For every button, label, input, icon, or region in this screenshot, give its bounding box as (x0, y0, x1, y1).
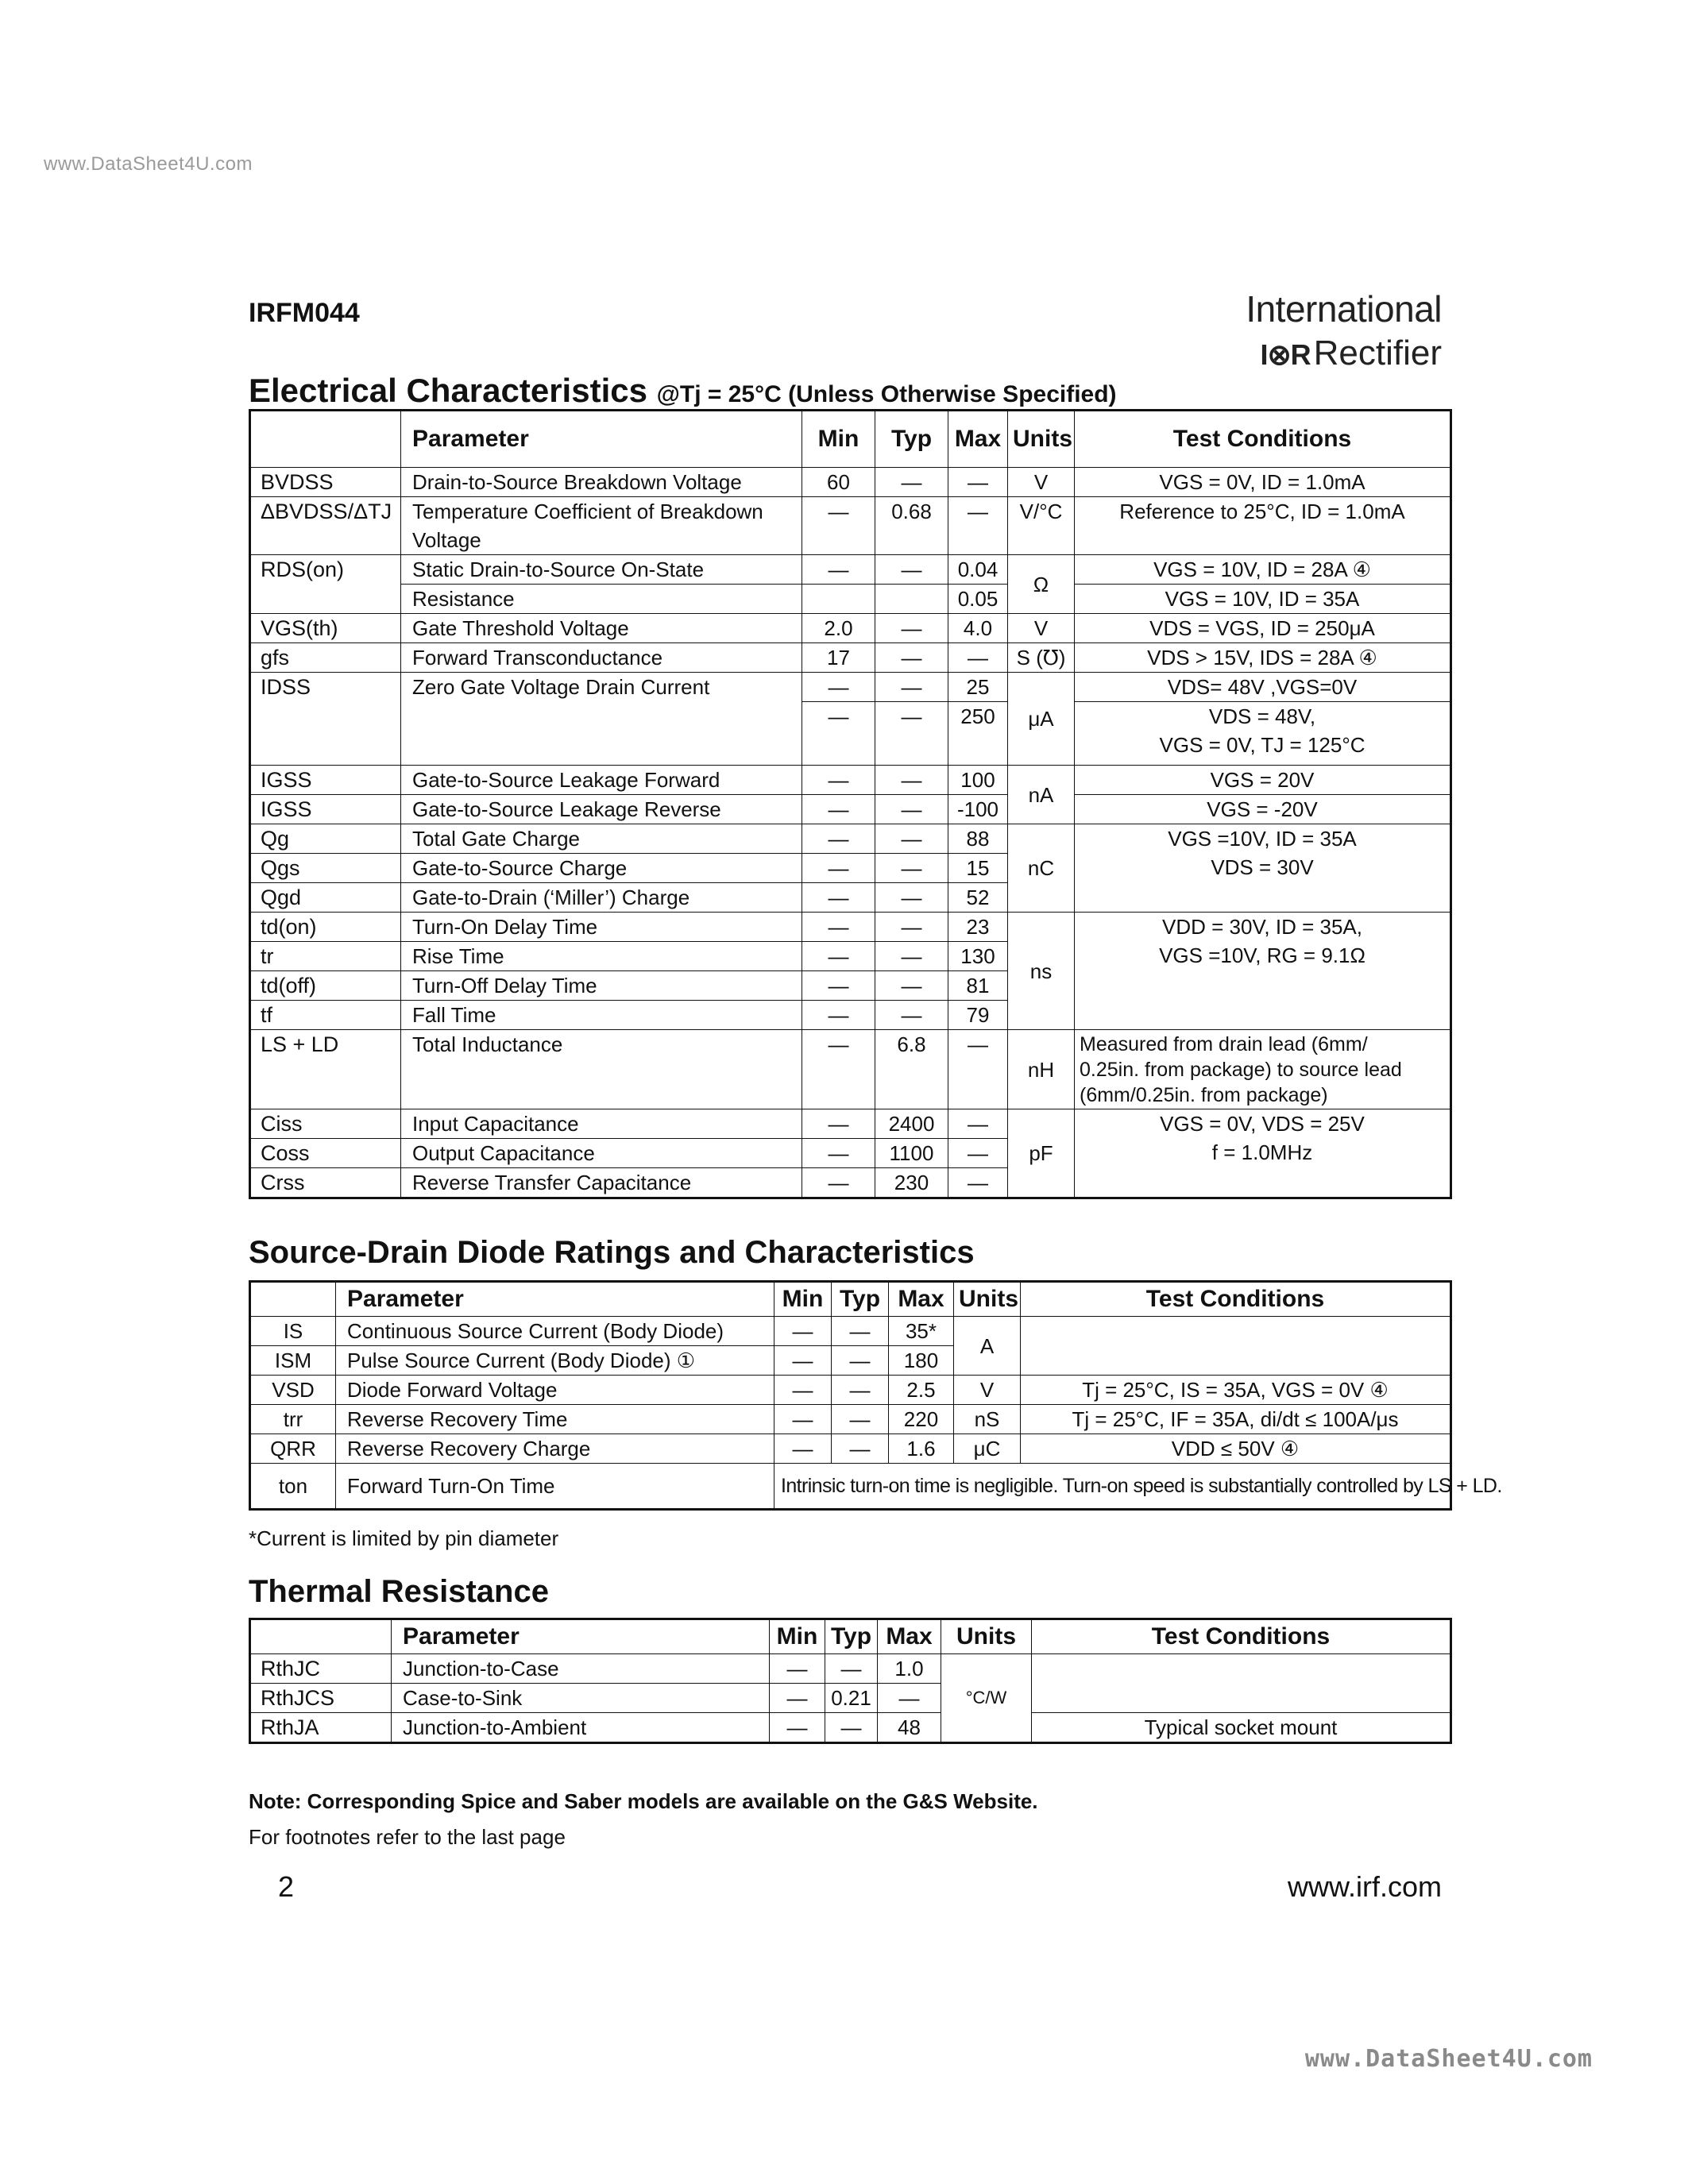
table-cell: ΔBVDSS/ΔTJ (250, 497, 401, 555)
table-cell: Total Gate Charge (401, 824, 802, 854)
table-cell: — (948, 1109, 1008, 1139)
table-cell: — (948, 1168, 1008, 1198)
column-header: Max (878, 1619, 941, 1654)
footnotes-note: For footnotes refer to the last page (249, 1825, 566, 1849)
table-cell: — (875, 824, 948, 854)
table-cell: 0.21 (825, 1684, 878, 1713)
column-header: Parameter (401, 411, 802, 468)
table-cell: — (774, 1317, 832, 1346)
table-cell: tf (250, 1001, 401, 1030)
table-cell: Total Inductance (401, 1030, 802, 1109)
table-cell: IGSS (250, 766, 401, 795)
table-cell: IDSS (250, 673, 401, 766)
table-cell: Resistance (401, 585, 802, 614)
watermark-bottom[interactable]: www.DataSheet4U.com (1304, 2045, 1593, 2073)
table-row (250, 824, 1451, 854)
table-cell: VGS = 10V, ID = 28A ④ (1075, 555, 1451, 585)
table-cell: Pulse Source Current (Body Diode) ① (336, 1346, 774, 1376)
table-cell: — (832, 1434, 889, 1464)
table-cell: 17 (802, 643, 875, 673)
table-cell: 0.68 (875, 497, 948, 555)
table-cell: Turn-On Delay Time (401, 913, 802, 942)
table-cell: μA (1008, 673, 1075, 766)
table-cell: Qgs (250, 854, 401, 883)
table-row (250, 1654, 1451, 1684)
table-cell: Junction-to-Case (392, 1654, 770, 1684)
table-cell: Drain-to-Source Breakdown Voltage (401, 468, 802, 497)
table-cell: V (1008, 614, 1075, 643)
table-cell: VGS = 20V (1075, 766, 1451, 795)
table-cell (875, 585, 948, 614)
table-cell: 60 (802, 468, 875, 497)
table-row (250, 1030, 1451, 1109)
table-cell: — (802, 795, 875, 824)
table-cell: — (875, 614, 948, 643)
table-cell: 1.0 (878, 1654, 941, 1684)
table-cell: VDD ≤ 50V ④ (1021, 1434, 1451, 1464)
table-cell: — (875, 702, 948, 766)
table-row (250, 1109, 1451, 1139)
table-cell: Qgd (250, 883, 401, 913)
diode-title: Source-Drain Diode Ratings and Characteristics (249, 1235, 975, 1270)
table-cell: 220 (889, 1405, 954, 1434)
table-cell: RthJA (250, 1713, 392, 1743)
table-cell: gfs (250, 643, 401, 673)
table-cell: — (802, 1168, 875, 1198)
table-cell: LS + LD (250, 1030, 401, 1109)
table-row (250, 468, 1451, 497)
table-cell: 88 (948, 824, 1008, 854)
table-cell: 81 (948, 971, 1008, 1001)
column-header: Units (941, 1619, 1032, 1654)
table-cell: Case-to-Sink (392, 1684, 770, 1713)
table-cell: — (802, 766, 875, 795)
table-cell: — (948, 643, 1008, 673)
electrical-title: Electrical Characteristics @Tj = 25°C (Unless Otherwise Specified) (249, 372, 1117, 409)
table-cell: Tj = 25°C, IS = 35A, VGS = 0V ④ (1021, 1376, 1451, 1405)
table-cell: — (875, 942, 948, 971)
watermark-top[interactable]: www.DataSheet4U.com (44, 153, 253, 175)
table-cell: 23 (948, 913, 1008, 942)
table-cell: — (770, 1654, 825, 1684)
table-cell: V (954, 1376, 1021, 1405)
table-cell: — (802, 854, 875, 883)
table-row (250, 643, 1451, 673)
column-header: Test Conditions (1021, 1282, 1451, 1317)
table-cell: td(off) (250, 971, 401, 1001)
logo-line2: I⊗RRectifier (1260, 334, 1442, 372)
table-cell: 230 (875, 1168, 948, 1198)
table-cell: — (802, 1001, 875, 1030)
table-cell: 1.6 (889, 1434, 954, 1464)
table-cell: td(on) (250, 913, 401, 942)
table-cell: VGS = 0V, ID = 1.0mA (1075, 468, 1451, 497)
table-cell: — (825, 1713, 878, 1743)
table-cell: 6.8 (875, 1030, 948, 1109)
table-cell: — (802, 942, 875, 971)
table-row (250, 913, 1451, 942)
table-cell: tr (250, 942, 401, 971)
table-row (250, 585, 1451, 614)
table-cell: — (802, 1109, 875, 1139)
table-cell: 2.0 (802, 614, 875, 643)
table-cell: VDS = VGS, ID = 250μA (1075, 614, 1451, 643)
table-cell: — (875, 643, 948, 673)
table-row (250, 555, 1451, 585)
table-cell: °C/W (941, 1654, 1032, 1743)
table-cell: 2.5 (889, 1376, 954, 1405)
table-cell: nA (1008, 766, 1075, 824)
table-cell: — (802, 673, 875, 702)
table-cell: — (832, 1317, 889, 1346)
table-row (250, 1713, 1451, 1743)
table-cell: Reverse Recovery Time (336, 1405, 774, 1434)
column-header: Units (954, 1282, 1021, 1317)
table-cell: A (954, 1317, 1021, 1376)
table-row (250, 1405, 1451, 1434)
table-cell: IGSS (250, 795, 401, 824)
table-cell: — (875, 854, 948, 883)
table-cell: — (774, 1434, 832, 1464)
table-cell: Reverse Transfer Capacitance (401, 1168, 802, 1198)
table-row (250, 795, 1451, 824)
table-cell: — (875, 971, 948, 1001)
column-header: Parameter (336, 1282, 774, 1317)
table-cell: trr (250, 1405, 336, 1434)
table-cell: VSD (250, 1376, 336, 1405)
table-cell: VGS = 10V, ID = 35A (1075, 585, 1451, 614)
table-cell: 4.0 (948, 614, 1008, 643)
table-header-row (250, 1282, 1451, 1317)
table-cell: Qg (250, 824, 401, 854)
table-row (250, 1317, 1451, 1346)
table-cell: Crss (250, 1168, 401, 1198)
table-cell: 25 (948, 673, 1008, 702)
table-cell: VDD = 30V, ID = 35A, VGS =10V, RG = 9.1Ω (1075, 913, 1451, 1030)
thermal-title: Thermal Resistance (249, 1574, 549, 1609)
table-cell: VDS = 48V, VGS = 0V, TJ = 125°C (1075, 702, 1451, 766)
table-cell: RthJCS (250, 1684, 392, 1713)
table-cell: VDS= 48V ,VGS=0V (1075, 673, 1451, 702)
electrical-table (249, 409, 1452, 1199)
table-cell: — (774, 1405, 832, 1434)
table-cell: Typical socket mount (1032, 1713, 1451, 1743)
table-header-row (250, 411, 1451, 468)
table-cell: Coss (250, 1139, 401, 1168)
table-cell: Input Capacitance (401, 1109, 802, 1139)
table-cell: VDS > 15V, IDS = 28A ④ (1075, 643, 1451, 673)
table-cell: 130 (948, 942, 1008, 971)
table-cell: — (802, 1139, 875, 1168)
table-cell: S (℧) (1008, 643, 1075, 673)
table-cell: VGS =10V, ID = 35A VDS = 30V (1075, 824, 1451, 913)
table-cell: Gate-to-Source Leakage Reverse (401, 795, 802, 824)
table-cell: -100 (948, 795, 1008, 824)
table-cell: — (770, 1684, 825, 1713)
diode-table (249, 1280, 1502, 1511)
table-cell: — (802, 1030, 875, 1109)
table-cell: ns (1008, 913, 1075, 1030)
table-cell: Ciss (250, 1109, 401, 1139)
table-cell: VGS = -20V (1075, 795, 1451, 824)
table-cell: 35* (889, 1317, 954, 1346)
table-cell: RthJC (250, 1654, 392, 1684)
table-cell: ISM (250, 1346, 336, 1376)
table-cell: 2400 (875, 1109, 948, 1139)
part-number: IRFM044 (249, 298, 360, 328)
table-cell: 79 (948, 1001, 1008, 1030)
table-cell: VGS(th) (250, 614, 401, 643)
table-cell: nH (1008, 1030, 1075, 1109)
table-cell: — (875, 913, 948, 942)
table-cell: ton (250, 1464, 336, 1510)
table-cell: 0.05 (948, 585, 1008, 614)
table-cell: Turn-Off Delay Time (401, 971, 802, 1001)
table-cell: Gate Threshold Voltage (401, 614, 802, 643)
table-cell: 180 (889, 1346, 954, 1376)
table-cell: — (774, 1376, 832, 1405)
table-cell: 250 (948, 702, 1008, 766)
table-cell: Static Drain-to-Source On-State (401, 555, 802, 585)
table-cell: Continuous Source Current (Body Diode) (336, 1317, 774, 1346)
table-header-row (250, 1619, 1451, 1654)
table-cell: — (802, 913, 875, 942)
table-cell: — (832, 1376, 889, 1405)
table-row (250, 1464, 1451, 1510)
table-cell: V (1008, 468, 1075, 497)
logo-line1: International (1246, 288, 1442, 330)
table-cell: QRR (250, 1434, 336, 1464)
ior-logo-mark: I⊗R (1260, 338, 1311, 371)
table-cell: — (875, 795, 948, 824)
table-cell: 15 (948, 854, 1008, 883)
table-cell: 0.04 (948, 555, 1008, 585)
table-row (250, 497, 1451, 555)
table-cell: 1100 (875, 1139, 948, 1168)
table-row (250, 614, 1451, 643)
table-cell: Reference to 25°C, ID = 1.0mA (1075, 497, 1451, 555)
column-header: Test Conditions (1075, 411, 1451, 468)
table-cell: — (832, 1346, 889, 1376)
table-cell: Intrinsic turn-on time is negligible. Turn-on speed is substantially controlled by LS + LD. (774, 1464, 1451, 1510)
table-cell: VGS = 0V, VDS = 25V f = 1.0MHz (1075, 1109, 1451, 1198)
table-cell: nS (954, 1405, 1021, 1434)
table-cell: Fall Time (401, 1001, 802, 1030)
column-header: Min (774, 1282, 832, 1317)
table-cell: Gate-to-Drain (‘Miller’) Charge (401, 883, 802, 913)
table-cell: Output Capacitance (401, 1139, 802, 1168)
table-cell: — (948, 468, 1008, 497)
table-cell: Temperature Coefficient of Breakdown Voltage (401, 497, 802, 555)
table-cell: Reverse Recovery Charge (336, 1434, 774, 1464)
column-header: Typ (875, 411, 948, 468)
table-cell: V/°C (1008, 497, 1075, 555)
table-row (250, 673, 1451, 702)
column-header: Test Conditions (1032, 1619, 1451, 1654)
table-cell: — (770, 1713, 825, 1743)
table-cell: — (802, 824, 875, 854)
page-number: 2 (278, 1870, 295, 1903)
column-header: Max (889, 1282, 954, 1317)
table-cell: — (878, 1684, 941, 1713)
table-cell: Tj = 25°C, IF = 35A, di/dt ≤ 100A/μs (1021, 1405, 1451, 1434)
column-header (250, 411, 401, 468)
table-cell: 52 (948, 883, 1008, 913)
table-cell: — (802, 555, 875, 585)
table-cell: — (875, 555, 948, 585)
table-cell: pF (1008, 1109, 1075, 1198)
table-cell: — (875, 1001, 948, 1030)
table-cell: — (802, 883, 875, 913)
table-cell (802, 585, 875, 614)
table-cell: — (802, 702, 875, 766)
table-cell: — (875, 673, 948, 702)
table-cell: Ω (1008, 555, 1075, 614)
table-cell: — (948, 497, 1008, 555)
table-cell: Forward Transconductance (401, 643, 802, 673)
table-cell: μC (954, 1434, 1021, 1464)
table-cell: — (802, 971, 875, 1001)
column-header: Typ (825, 1619, 878, 1654)
table-cell: BVDSS (250, 468, 401, 497)
table-cell: — (825, 1654, 878, 1684)
table-cell (1021, 1317, 1451, 1376)
spice-saber-note: Note: Corresponding Spice and Saber models are available on the G&S Website. (249, 1789, 1038, 1813)
table-cell: — (774, 1346, 832, 1376)
table-cell: Forward Turn-On Time (336, 1464, 774, 1510)
table-cell: 48 (878, 1713, 941, 1743)
table-cell: Rise Time (401, 942, 802, 971)
column-header (250, 1619, 392, 1654)
table-cell: Gate-to-Source Charge (401, 854, 802, 883)
table-cell: — (875, 468, 948, 497)
column-header: Typ (832, 1282, 889, 1317)
table-cell: Zero Gate Voltage Drain Current (401, 673, 802, 766)
footer-url-link[interactable]: www.irf.com (1287, 1870, 1442, 1903)
column-header: Min (802, 411, 875, 468)
table-row (250, 1376, 1451, 1405)
thermal-table (249, 1618, 1452, 1744)
table-cell: Junction-to-Ambient (392, 1713, 770, 1743)
table-cell: IS (250, 1317, 336, 1346)
column-header: Max (948, 411, 1008, 468)
table-row (250, 766, 1451, 795)
table-cell (1032, 1654, 1451, 1713)
column-header: Units (1008, 411, 1075, 468)
table-cell: Gate-to-Source Leakage Forward (401, 766, 802, 795)
table-cell: 100 (948, 766, 1008, 795)
column-header: Min (770, 1619, 825, 1654)
column-header (250, 1282, 336, 1317)
table-cell: — (948, 1030, 1008, 1109)
table-cell: — (802, 497, 875, 555)
table-cell: — (875, 883, 948, 913)
table-cell: Measured from drain lead (6mm/ 0.25in. from package) to source lead (6mm/0.25in. from package) (1075, 1030, 1451, 1109)
table-row (250, 1434, 1451, 1464)
table-cell: — (875, 766, 948, 795)
table-cell: RDS(on) (250, 555, 401, 614)
table-cell: — (832, 1405, 889, 1434)
table-cell: Diode Forward Voltage (336, 1376, 774, 1405)
table-cell: nC (1008, 824, 1075, 913)
table-cell: — (948, 1139, 1008, 1168)
diode-footnote: *Current is limited by pin diameter (249, 1526, 559, 1550)
column-header: Parameter (392, 1619, 770, 1654)
